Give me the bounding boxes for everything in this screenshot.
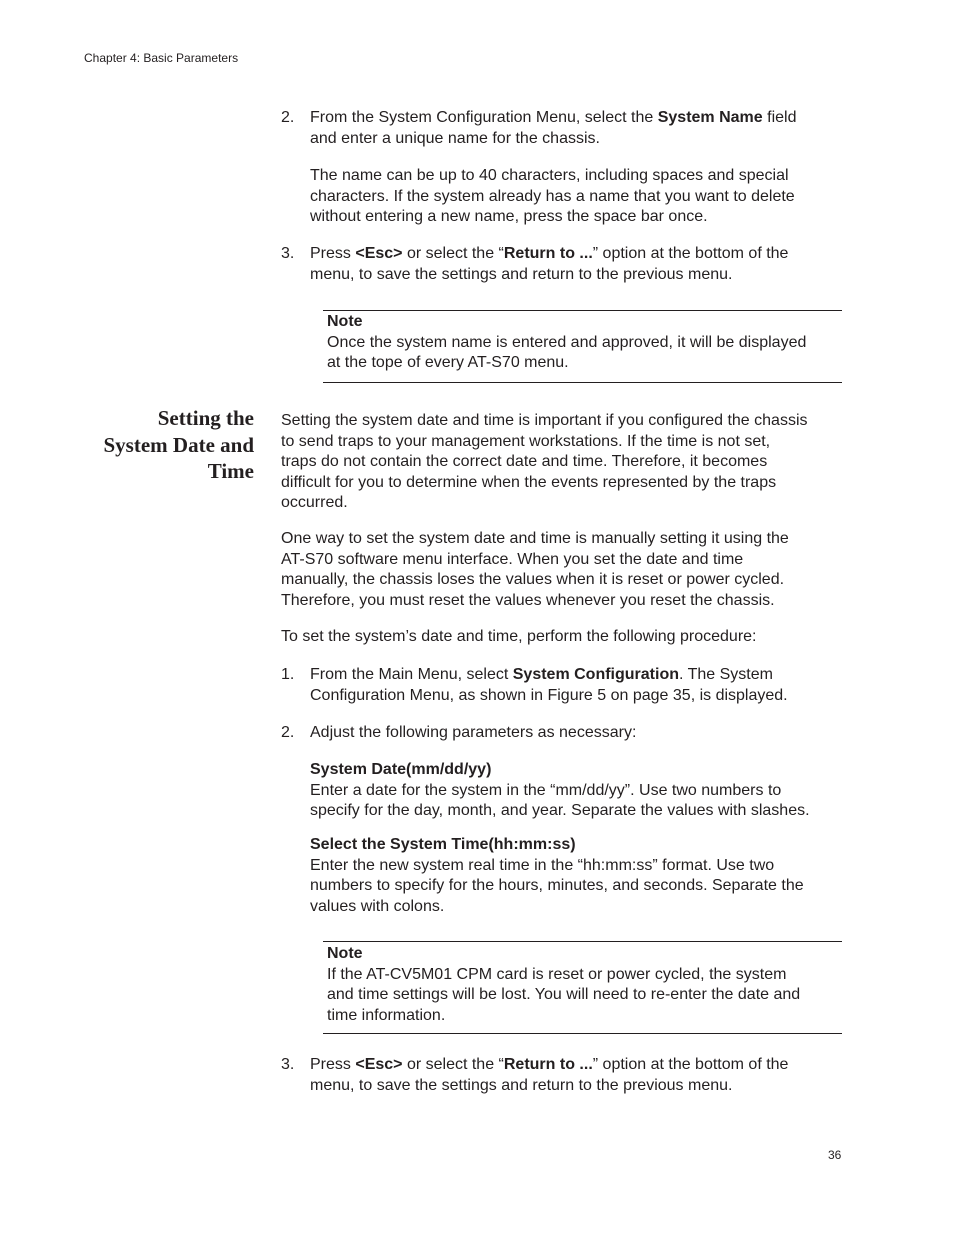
text-line: traps do not contain the correct date and time. Therefore, it becomes <box>281 453 768 470</box>
heading-line: System Date and <box>103 432 254 457</box>
text-line: menu, to save the settings and return to the previous menu. <box>310 265 733 283</box>
paragraph <box>310 166 795 228</box>
text-line: The name can be up to 40 characters, including spaces and special <box>310 167 789 184</box>
text-line: menu, to save the settings and return to the previous menu. <box>310 1076 733 1094</box>
text-line: at the tope of every AT-S70 menu. <box>327 354 569 371</box>
text-line: One way to set the system date and time is manually setting it using the <box>281 530 789 547</box>
running-header: Chapter 4: Basic Parameters <box>84 51 239 65</box>
text-line: From the Main Menu, select System Configuration. The System <box>310 666 773 683</box>
text-line: Press <Esc> or select the “Return to ...” option at the bottom of the <box>310 1056 789 1073</box>
section-heading <box>60 405 254 485</box>
text-line: characters. If the system already has a name that you want to delete <box>310 187 795 205</box>
step-number: 3. <box>281 245 295 262</box>
paragraph <box>281 411 808 514</box>
text-line: From the System Configuration Menu, select the System Name field <box>310 109 797 126</box>
text-line: Press <Esc> or select the “Return to ...” option at the bottom of the <box>310 245 789 262</box>
text-line: AT-S70 software menu interface. When you set the date and time <box>281 550 744 568</box>
paragraph: To set the system’s date and time, perform the following procedure: <box>281 628 757 645</box>
parameter-description <box>310 760 810 822</box>
text-line: time information. <box>327 1006 446 1024</box>
text-line: without entering a new name, press the space bar once. <box>310 208 708 225</box>
note-top-rule <box>323 941 842 942</box>
text-line: Therefore, you must reset the values whenever you reset the chassis. <box>281 591 775 609</box>
step-text <box>310 665 788 706</box>
note-box <box>327 944 800 1026</box>
text-line: Enter a date for the system in the “mm/dd/yy”. Use two numbers to <box>310 781 782 799</box>
step-number: 1. <box>281 666 295 683</box>
text-line: Once the system name is entered and approved, it will be displayed <box>327 333 807 351</box>
text-line: and time settings will be lost. You will need to re-enter the date and <box>327 986 801 1003</box>
text-line: and enter a unique name for the chassis. <box>310 129 600 147</box>
note-title: Note <box>327 313 363 330</box>
text-line: difficult for you to determine when the events represented by the traps <box>281 473 777 491</box>
text-line: If the AT-CV5M01 CPM card is reset or power cycled, the system <box>327 965 787 983</box>
note-box <box>327 312 806 374</box>
parameter-title: System Date(mm/dd/yy) <box>310 761 492 778</box>
text-line: values with colons. <box>310 897 445 915</box>
text-line: occurred. <box>281 494 348 511</box>
text-line: specify for the day, month, and year. Separate the values with slashes. <box>310 802 810 819</box>
note-bottom-rule <box>323 382 842 383</box>
text-line: to send traps to your management workstations. If the time is not set, <box>281 432 771 450</box>
text-line: Setting the system date and time is important if you configured the chassis <box>281 412 808 429</box>
text-line: numbers to specify for the hours, minutes, and seconds. Separate the <box>310 877 804 894</box>
page-number: 36 <box>828 1148 842 1162</box>
note-top-rule <box>323 310 842 311</box>
note-bottom-rule <box>323 1033 842 1034</box>
step-text <box>310 244 788 285</box>
heading-line: Time <box>207 459 254 483</box>
step-number: 2. <box>281 109 295 126</box>
step-text <box>310 108 796 149</box>
parameter-description <box>310 835 804 917</box>
parameter-title: Select the System Time(hh:mm:ss) <box>310 836 576 853</box>
text-line: Enter the new system real time in the “hh:mm:ss” format. Use two <box>310 856 775 874</box>
step-text: Adjust the following parameters as necessary: <box>310 724 637 741</box>
note-title: Note <box>327 945 363 962</box>
step-number: 3. <box>281 1056 295 1073</box>
text-line: manually, the chassis loses the values when it is reset or power cycled. <box>281 571 785 588</box>
text-line: Configuration Menu, as shown in Figure 5 on page 35, is displayed. <box>310 686 788 704</box>
heading-line: Setting the <box>157 406 254 430</box>
step-text <box>310 1055 788 1096</box>
step-number: 2. <box>281 724 295 741</box>
paragraph <box>281 529 789 611</box>
